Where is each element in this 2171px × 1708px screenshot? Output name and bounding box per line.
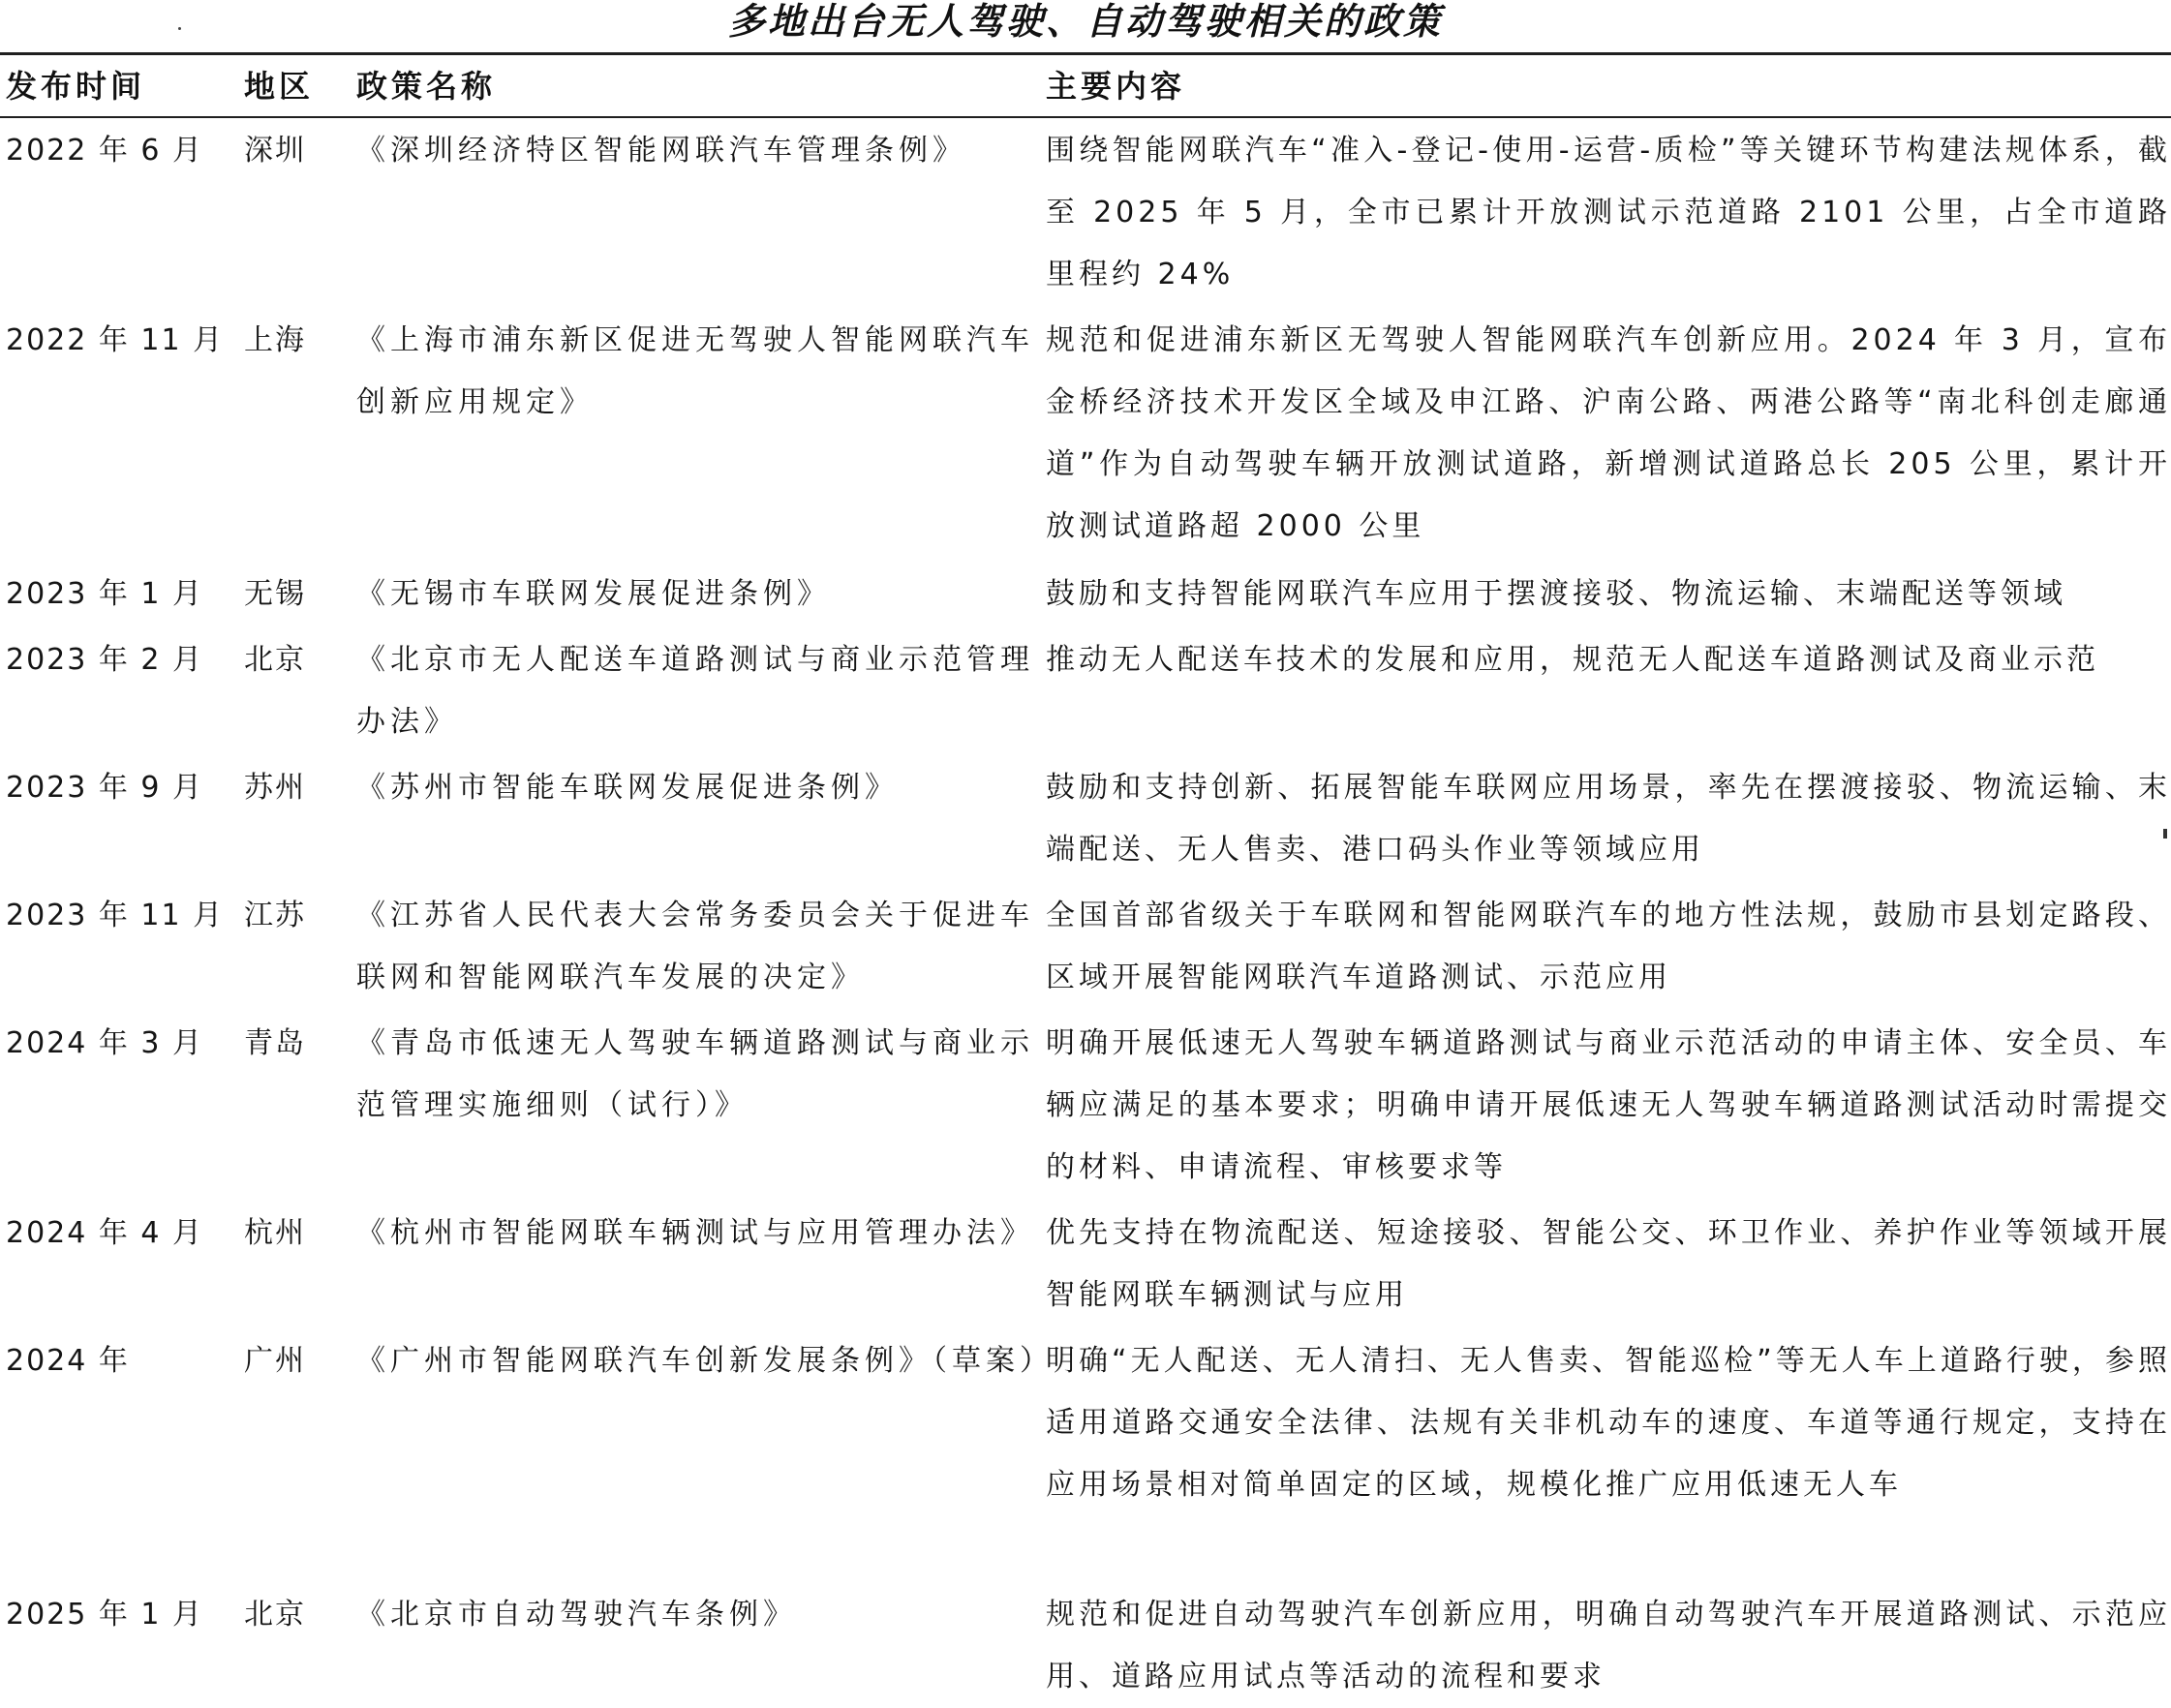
cell-region: 无锡 [244,577,306,611]
cell-content: 全国首部省级关于车联网和智能网联汽车的地方性法规，鼓励市县划定路段、区域开展智能网联汽车道路测试、示范应用 [1046,899,2171,994]
header-content: 主要内容 [1046,68,1186,105]
table-row [0,625,2171,753]
stray-dot [178,27,181,30]
cell-content: 鼓励和支持智能网联汽车应用于摆渡接驳、物流运输、末端配送等领域 [1046,577,2066,611]
cell-region: 上海 [244,323,306,357]
cell-time: 2023 年 1 月 [6,577,204,611]
header-policy: 政策名称 [356,68,497,105]
cell-time: 2023 年 11 月 [6,899,225,932]
cell-content: 规范和促进浦东新区无驾驶人智能网联汽车创新应用。2024 年 3 月，宣布金桥经济技术开发区全域及申江路、沪南公路、两港公路等“南北科创走廊通道”作为自动驾驶车辆开放测试道路，新增测试道路总长 205 公里，累计开放测试道路超 2000 公里 [1046,323,2171,543]
table-row [0,560,2171,625]
header-region: 地区 [244,68,315,105]
table-title: 多地出台无人驾驶、自动驾驶相关的政策 [727,0,1443,43]
cell-time: 2023 年 9 月 [6,771,204,805]
table-row [0,1009,2171,1199]
cell-region: 北京 [244,1598,306,1632]
cell-time: 2022 年 11 月 [6,323,225,357]
cell-policy: 《青岛市低速无人驾驶车辆道路测试与商业示范管理实施细则（试行）》 [356,1026,1034,1122]
table-row [0,753,2171,881]
cell-time: 2022 年 6 月 [6,134,204,168]
cell-region: 广州 [244,1344,306,1378]
cell-policy: 《北京市自动驾驶汽车条例》 [356,1598,797,1632]
table-row [0,881,2171,1009]
policy-table [0,56,2171,1708]
cell-region: 杭州 [244,1216,306,1250]
header-row [0,56,2171,116]
cell-policy: 《上海市浦东新区促进无驾驶人智能网联汽车创新应用规定》 [356,323,1034,419]
cell-time: 2024 年 [6,1344,130,1378]
table-row [0,1580,2171,1708]
table-row [0,116,2171,306]
edge-mark [2163,829,2167,839]
table-row [0,306,2171,560]
cell-policy: 《无锡市车联网发展促进条例》 [356,577,831,611]
cell-policy: 《北京市无人配送车道路测试与商业示范管理办法》 [356,643,1034,739]
table-body [0,116,2171,1708]
table-row [0,1327,2171,1580]
cell-content: 明确“无人配送、无人清扫、无人售卖、智能巡检”等无人车上道路行驶，参照适用道路交通安全法律、法规有关非机动车的速度、车道等通行规定，支持在应用场景相对简单固定的区域，规模化推广应用低速无人车 [1046,1344,2171,1502]
cell-policy: 《江苏省人民代表大会常务委员会关于促进车联网和智能网联汽车发展的决定》 [356,899,1034,994]
cell-content: 规范和促进自动驾驶汽车创新应用，明确自动驾驶汽车开展道路测试、示范应用、道路应用试点等活动的流程和要求 [1046,1598,2171,1693]
cell-policy: 《深圳经济特区智能网联汽车管理条例》 [356,134,966,168]
cell-time: 2023 年 2 月 [6,643,204,677]
cell-region: 苏州 [244,771,306,805]
cell-content: 围绕智能网联汽车“准入-登记-使用-运营-质检”等关键环节构建法规体系，截至 2025 年 5 月，全市已累计开放测试示范道路 2101 公里，占全市道路里程约 24% [1046,134,2171,291]
cell-policy: 《广州市智能网联汽车创新发展条例》（草案） [356,1344,1054,1378]
cell-region: 江苏 [244,899,306,932]
cell-time: 2024 年 3 月 [6,1026,204,1060]
top-rule [0,52,2171,55]
cell-policy: 《苏州市智能车联网发展促进条例》 [356,771,899,805]
cell-region: 北京 [244,643,306,677]
cell-region: 深圳 [244,134,306,168]
cell-content: 鼓励和支持创新、拓展智能车联网应用场景，率先在摆渡接驳、物流运输、末端配送、无人售卖、港口码头作业等领域应用 [1046,771,2171,867]
cell-region: 青岛 [244,1026,306,1060]
table-row [0,1199,2171,1327]
cell-content: 明确开展低速无人驾驶车辆道路测试与商业示范活动的申请主体、安全员、车辆应满足的基本要求；明确申请开展低速无人驾驶车辆道路测试活动时需提交的材料、申请流程、审核要求等 [1046,1026,2171,1184]
cell-content: 优先支持在物流配送、短途接驳、智能公交、环卫作业、养护作业等领域开展智能网联车辆测试与应用 [1046,1216,2171,1312]
cell-policy: 《杭州市智能网联车辆测试与应用管理办法》 [356,1216,1034,1250]
cell-content: 推动无人配送车技术的发展和应用，规范无人配送车道路测试及商业示范 [1046,643,2099,677]
header-time: 发布时间 [6,68,146,105]
cell-time: 2024 年 4 月 [6,1216,204,1250]
cell-time: 2025 年 1 月 [6,1598,204,1632]
